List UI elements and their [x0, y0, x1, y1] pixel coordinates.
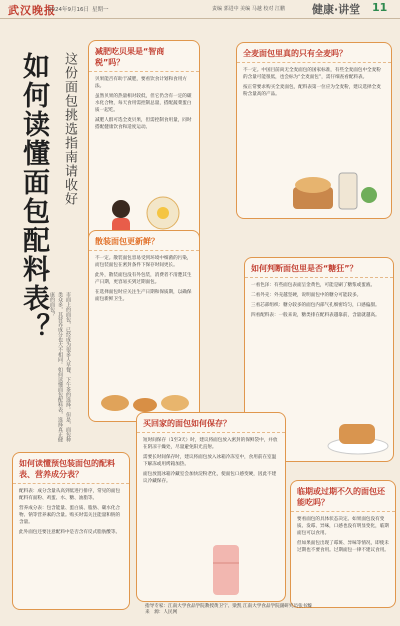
card-body: [13, 484, 129, 543]
source-label: 来 源：: [145, 610, 164, 615]
issue-weekday: 星期一: [92, 7, 109, 13]
card-paragraph: 配料表：成分含量从高到低进行排序，常见的面包配料有面粉、鸡蛋、水、糖、油脂等。: [19, 489, 121, 501]
card-paragraph: 此外面包还要注意配料中是否含有反式脂肪酸等。: [19, 530, 121, 535]
card-title: 如何判断面包里是否“糖狂”？: [245, 258, 393, 278]
card-storage: [136, 412, 286, 602]
card-title: 散装面包更新鲜？: [89, 231, 199, 251]
card-paragraph: 减肥人群可选全麦贝果，但需控制食用量，同时搭配健康饮食和适度运动。: [95, 118, 192, 130]
card-title: 全麦面包里真的只有全麦吗？: [237, 43, 391, 63]
card-body: [137, 433, 285, 492]
card-paragraph: 虽然贝果的热量相对较低，但它仍含有一定的碳水化合物，每天食用需控制总量，搭配蔬菜蛋白质一起吃。: [95, 94, 192, 113]
card-whole-wheat: [236, 42, 392, 219]
card-paragraph: 短时间保存（1至3天）时，建议将面包放入密封的保鲜袋中，并放在阴凉干燥处，尽量避免阳光直射。: [143, 438, 278, 450]
card-title: 买回家的面包如何保存？: [137, 413, 285, 433]
intro-text: 市面上的面包，已经成为很多人早餐、下午茶的选择。但是，面包种类众多，其营养成分也大不相同。如何读懂面包配料表，选择真正健康的面包？: [49, 292, 71, 442]
bread-basket-illustration: [273, 165, 383, 213]
card-paragraph: 不一定。中国目前尚无全麦面包的国家标准，有些全麦面包中全麦粉的含量可能很低，也会标为“全麦面包”，需仔细查看配料表。: [243, 68, 381, 80]
card-paragraph: 贝果能否有助于减肥，要看饮食计划和食用方法。: [95, 77, 187, 89]
page-header: [0, 0, 400, 19]
card-paragraph: 营养成分表：包含能量、蛋白质、脂肪、碳水化合物、钠等营养素的含量。购买时需关注能量和钠的含量。: [19, 506, 121, 525]
card-body: [291, 512, 395, 561]
card-body: [89, 251, 199, 310]
editor-credits: 责编 郭进中 美编 马越 校对 江鹏: [212, 6, 285, 12]
card-paragraph: 要看面包的具体状态决定。如果面包没有变质、发霉、异味，口感也没有明显变化，临期面包可以食用。: [297, 517, 389, 536]
issue-date: 2024年9月16日: [48, 7, 89, 13]
source-line: [145, 610, 312, 616]
card-bulk-bread: [88, 230, 200, 422]
guide-text: 江南大学食品学院教授黄卫宁、梁凯 江南大学食品学院副研究员张书臻: [167, 604, 312, 609]
source-text: 人民网: [163, 610, 178, 615]
card-paragraph: 在选择面包时应关注生产日期和保质期，以确保面包新鲜卫生。: [95, 290, 192, 302]
card-paragraph: 但如果面包出现了霉斑、异味等情况，即使未过期也不要食用。过期面包一律不建议食用。: [297, 541, 389, 553]
card-paragraph: 三看芯部组织：糖分较多的面包内部气孔细密均匀，口感偏甜。: [251, 303, 380, 308]
card-paragraph: 一看色泽：有些面包表面呈金黄色，可能是刷了糖浆或蛋液。: [251, 283, 376, 288]
card-paragraph: 不一定。散装面包容易受到环境中细菌的污染，而包装面包在密封条件下保存时间更长。: [95, 256, 192, 268]
guide-label: 指导专家：: [145, 604, 168, 609]
page-number: 11: [372, 1, 388, 14]
card-paragraph: 二看外壳：外壳越坚硬，说明面包中的糖分可能较多。: [251, 293, 362, 298]
card-expired: [290, 480, 396, 608]
card-paragraph: 四看配料表：一般来说，糖类排在配料表越靠前，含量就越高。: [251, 313, 380, 318]
card-paragraph: 按正常要求购买全麦面包，配料表第一位应为全麦粉，建议选择全麦粉含量高的产品。: [243, 85, 381, 97]
section-title: 健康·讲堂: [312, 3, 361, 16]
card-title: 如何读懂预包装面包的配料表、营养成分表？: [13, 453, 129, 484]
card-paragraph: 面包放置冰箱冷藏室会加快淀粉老化，使面包口感变硬，因此不建议冷藏保存。: [143, 472, 277, 484]
card-title: 减肥吃贝果是“智商税”吗？: [89, 41, 199, 72]
card-paragraph: 需要长时间保存时，建议将面包放入冰箱冷冻室中，食用前在室温下解冻或用烤箱加热。: [143, 455, 277, 467]
card-body: [237, 63, 391, 105]
card-paragraph: 此外，散装面包没有外包装，消费者不清楚其生产日期，更容易买到过期面包。: [95, 273, 192, 285]
credits: [145, 604, 312, 616]
card-body: [245, 278, 393, 326]
card-ingredient-label: [12, 452, 130, 610]
main-title: 如何读懂面包配料表？: [18, 52, 49, 342]
bread-plate-illustration: [325, 406, 391, 458]
card-body: [89, 72, 199, 138]
card-title: 临期或过期不久的面包还能吃吗？: [291, 481, 395, 512]
card-bagel: [88, 40, 200, 245]
subtitle: 这份面包挑选指南请收好: [62, 52, 77, 206]
masthead-logo: 武汉晚报: [8, 4, 56, 17]
fridge-illustration: [207, 543, 247, 599]
